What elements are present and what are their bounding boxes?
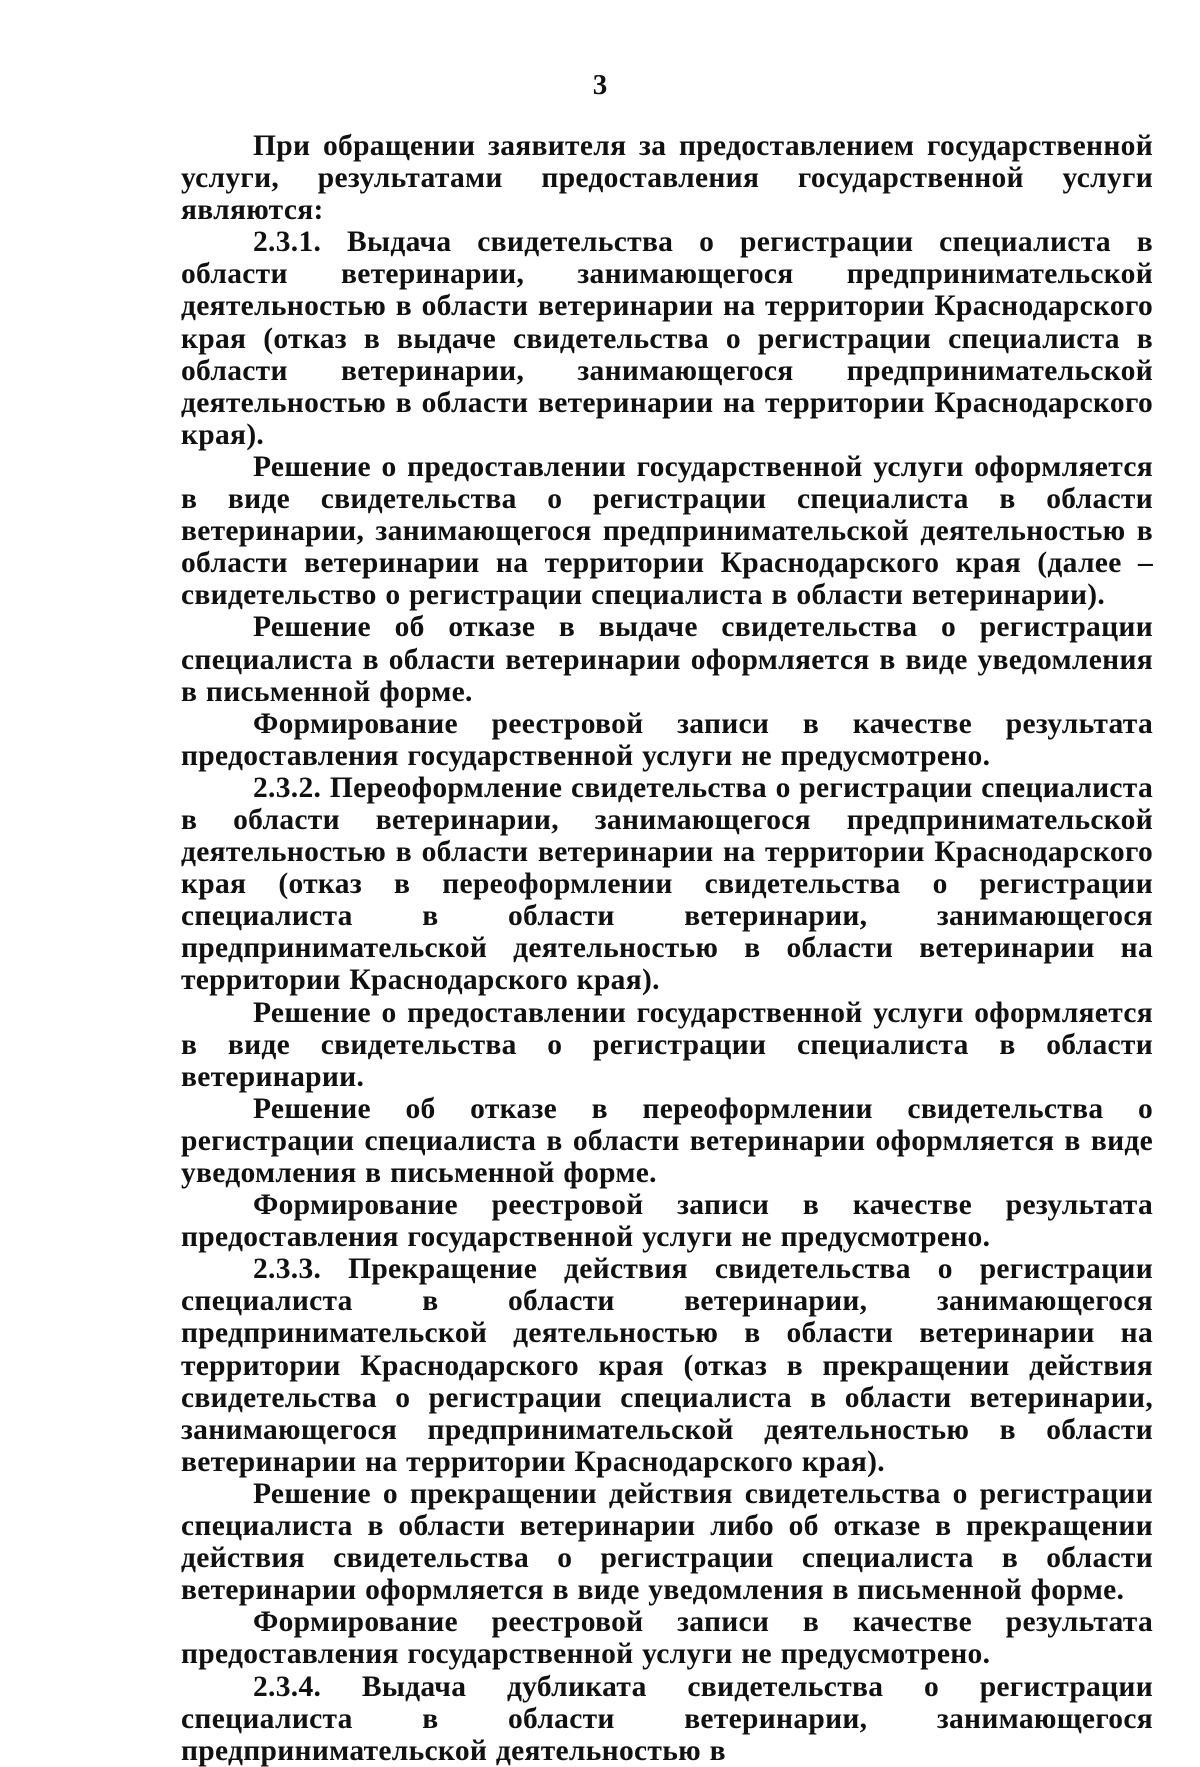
page-number: 3 — [592, 69, 608, 101]
paragraph: Формирование реестровой записи в качестве результата предоставления государственной услуги не предусмотрено. — [181, 707, 1153, 772]
paragraph: Решение о прекращении действия свидетельства о регистрации специалиста в области ветеринарии либо об отказе в прекращении действия свидетельства о регистрации специалиста в области ветеринарии оформляется в виде уведомления в письменной форме. — [181, 1477, 1153, 1607]
paragraph: Решение о предоставлении государственной услуги оформляется в виде свидетельства о регистрации специалиста в области ветеринарии, занимающегося предпринимательской деятельностью в области ветеринарии на территории Краснодарского края (далее – свидетельство о регистрации специалиста в области ветеринарии). — [181, 450, 1153, 612]
paragraph: Решение о предоставлении государственной услуги оформляется в виде свидетельства о регистрации специалиста в области ветеринарии. — [181, 996, 1153, 1093]
paragraph: При обращении заявителя за предоставлением государственной услуги, результатами предоставления государственной услуги являются: — [181, 130, 1153, 227]
document-body — [181, 130, 1153, 1767]
paragraph: Формирование реестровой записи в качестве результата предоставления государственной услуги не предусмотрено. — [181, 1606, 1153, 1671]
paragraph: Формирование реестровой записи в качестве результата предоставления государственной услуги не предусмотрено. — [181, 1189, 1153, 1254]
paragraph: 2.3.2. Переоформление свидетельства о регистрации специалиста в области ветеринарии, занимающегося предпринимательской деятельностью в области ветеринарии на территории Краснодарского края (отказ в переоформлении свидетельства о регистрации специалиста в области ветеринарии, занимающегося предпринимательской деятельностью в области ветеринарии на территории Краснодарского края). — [181, 771, 1153, 997]
paragraph: 2.3.3. Прекращение действия свидетельства о регистрации специалиста в области ветеринарии, занимающегося предпринимательской деятельностью в области ветеринарии на территории Краснодарского края (отказ в прекращении действия свидетельства о регистрации специалиста в области ветеринарии, занимающегося предпринимательской деятельностью в области ветеринарии на территории Краснодарского края). — [181, 1253, 1153, 1478]
paragraph: 2.3.1. Выдача свидетельства о регистрации специалиста в области ветеринарии, занимающегося предпринимательской деятельностью в области ветеринарии на территории Краснодарского края (отказ в выдаче свидетельства о регистрации специалиста в области ветеринарии, занимающегося предпринимательской деятельностью в области ветеринарии на территории Краснодарского края). — [181, 226, 1153, 451]
paragraph: Решение об отказе в выдаче свидетельства о регистрации специалиста в области ветеринарии оформляется в виде уведомления в письменной форме. — [181, 611, 1153, 708]
paragraph: 2.3.4. Выдача дубликата свидетельства о регистрации специалиста в области ветеринарии, занимающегося предпринимательской деятельностью в — [181, 1670, 1153, 1767]
paragraph: Решение об отказе в переоформлении свидетельства о регистрации специалиста в области ветеринарии оформляется в виде уведомления в письменной форме. — [181, 1092, 1153, 1189]
